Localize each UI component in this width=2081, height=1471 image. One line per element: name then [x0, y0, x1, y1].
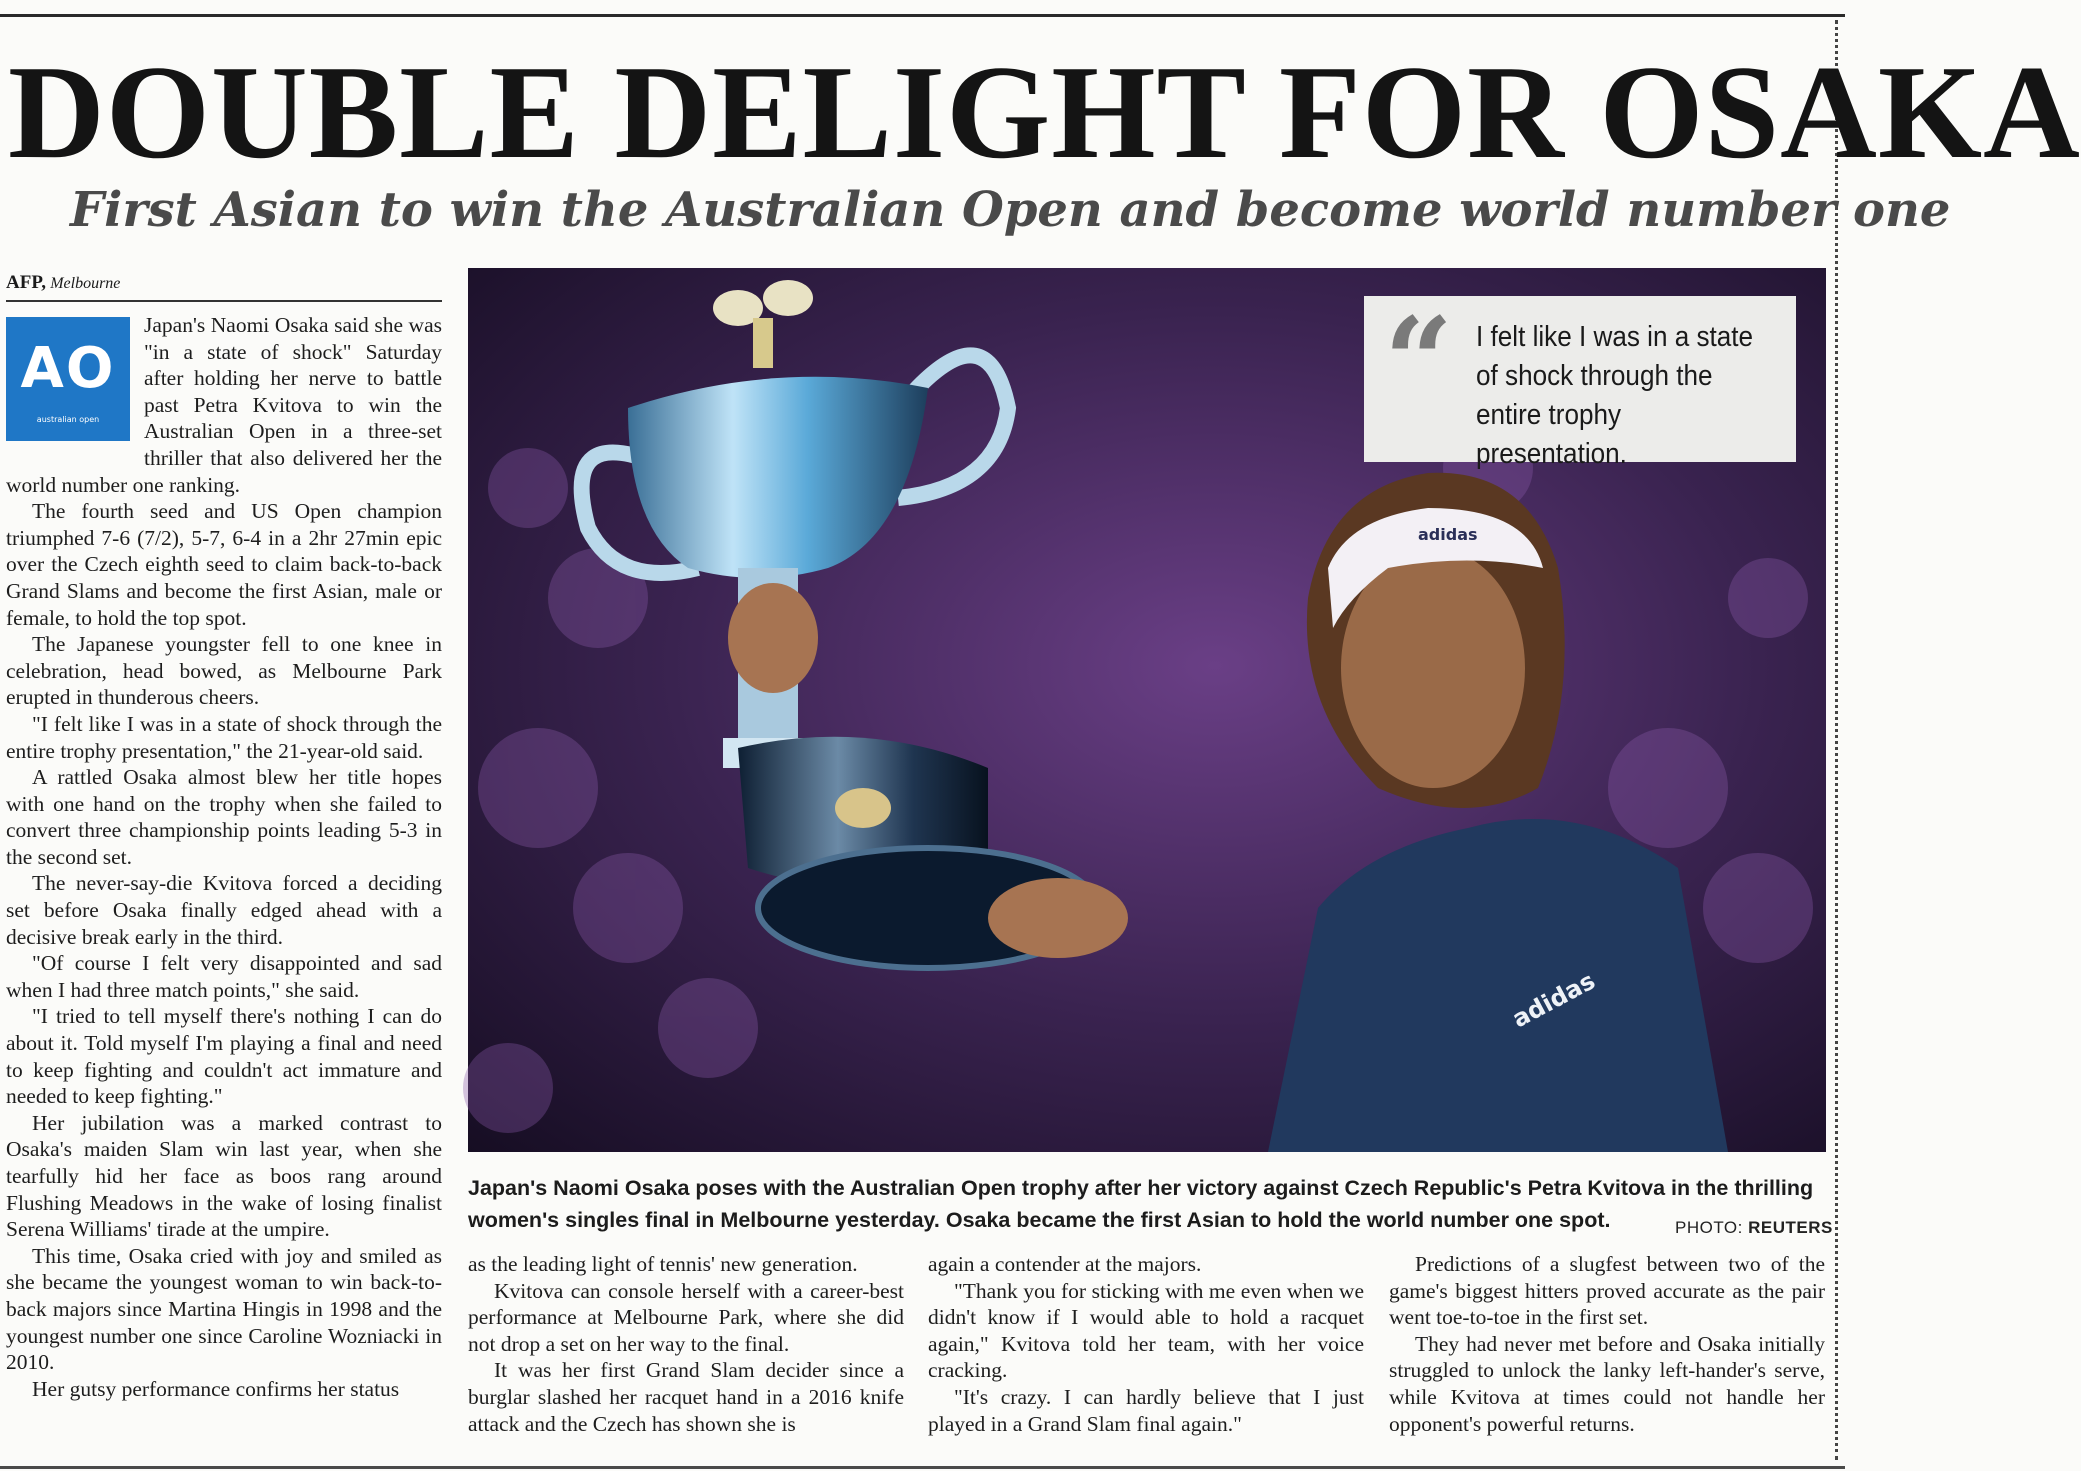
article-paragraph: "It's crazy. I can hardly believe that I just played in a Grand Slam final again." — [928, 1384, 1364, 1436]
pull-quote-text: I felt like I was in a state of shock through the entire trophy presentation. — [1476, 321, 1754, 470]
ao-logo-text: australian open — [36, 415, 100, 424]
article-paragraph: It was her first Grand Slam decider since a burglar slashed her racquet hand in a 2016 knife attack and the Czech has shown she is — [468, 1358, 904, 1436]
photo-credit-source: REUTERS — [1748, 1218, 1833, 1237]
article-paragraph: Predictions of a slugfest between two of the game's biggest hitters proved accurate as the pair went toe-to-toe in the first set. — [1389, 1252, 1825, 1330]
article-paragraph: They had never met before and Osaka initially struggled to unlock the lanky left-hander's serve, while Kvitova at times could not handle her opponent's powerful returns. — [1389, 1331, 1825, 1436]
article-paragraph: Her jubilation was a marked contrast to Osaka's maiden Slam win last year, when she tearfully hid her face as boos rang around Flushing Meadows in the wake of losing finalist Serena Williams' tirade at the umpire. — [6, 1110, 442, 1242]
article-paragraph: Kvitova can console herself with a career-best performance at Melbourne Park, where she did not drop a set on her way to the final. — [468, 1278, 904, 1356]
article-paragraph: This time, Osaka cried with joy and smiled as she became the youngest woman to win back-to-back majors since Martina Hingis in 1998 and the youngest number one since Caroline Wozniacki in 2010. — [6, 1243, 442, 1375]
pull-quote-box — [1364, 291, 1796, 470]
photo-credit — [1675, 1218, 1833, 1238]
article-paragraph: The fourth seed and US Open champion triumphed 7-6 (7/2), 5-7, 6-4 in a 2hr 27min epic over the Czech eighth seed to claim back-to-back Grand Slams and become the first Asian, male or female, to hold the top spot. — [6, 499, 442, 630]
ao-logo-mark: AO — [20, 336, 116, 401]
australian-open-logo — [6, 317, 130, 441]
photo-caption: Japan's Naomi Osaka poses with the Australian Open trophy after her victory against Czech Republic's Petra Kvitova in the thrilling women's singles final in Melbourne yesterday. Osaka became the first Asian to hold the world number one spot. — [468, 1176, 1814, 1232]
article-paragraph: A rattled Osaka almost blew her title hopes with one hand on the trophy when she failed to convert three championship points leading 5-3 in the second set. — [6, 765, 442, 869]
article-paragraph: "Thank you for sticking with me even when we didn't know if I would able to hold a racquet again," Kvitova told her team, with her voice cracking. — [928, 1278, 1364, 1383]
byline-rule — [6, 300, 442, 302]
byline-city: Melbourne — [50, 275, 121, 292]
article-column-2 — [468, 1251, 904, 1437]
article-paragraph: "Of course I felt very disappointed and sad when I had three match points," she said. — [6, 951, 442, 1002]
article-paragraph: as the leading light of tennis' new generation. — [468, 1252, 858, 1276]
jacket-logo-text: adidas — [1507, 966, 1600, 1034]
bottom-rule — [0, 1466, 1845, 1469]
article-column-4 — [1389, 1251, 1825, 1437]
article-column-3 — [928, 1251, 1364, 1437]
article-paragraph: The never-say-die Kvitova forced a deciding set before Osaka finally edged ahead with a decisive break early in the third. — [6, 871, 442, 949]
cap-logo-text: adidas — [1418, 525, 1478, 544]
byline-agency: AFP, — [6, 272, 46, 293]
photo-credit-label: PHOTO: — [1675, 1218, 1743, 1237]
article-paragraph: "I felt like I was in a state of shock through the entire trophy presentation," the 21-year-old said. — [6, 711, 442, 763]
quote-mark-icon: “ — [1384, 291, 1454, 432]
article-paragraph: again a contender at the majors. — [928, 1252, 1202, 1276]
subheadline: First Asian to win the Australian Open and become world number one — [70, 182, 1951, 238]
headline: DOUBLE DELIGHT FOR OSAKA — [8, 38, 2081, 186]
article-paragraph: Her gutsy performance confirms her status — [32, 1376, 400, 1401]
byline — [6, 272, 120, 294]
article-paragraph: "I tried to tell myself there's nothing I can do about it. Told myself I'm playing a final and need to keep fighting and couldn't act immature and needed to keep fighting." — [6, 1004, 442, 1109]
article-paragraph: The Japanese youngster fell to one knee in celebration, head bowed, as Melbourne Park erupted in thunderous cheers. — [6, 632, 442, 710]
article-column-1 — [6, 312, 442, 1442]
article-paragraph: Japan's Naomi Osaka said she was "in a state of shock" Saturday after holding her nerve to battle past Petra Kvitova to win the Australian Open in a three-set thriller that also delivered her the world number one ranking. — [6, 313, 442, 497]
top-rule — [0, 14, 1845, 17]
